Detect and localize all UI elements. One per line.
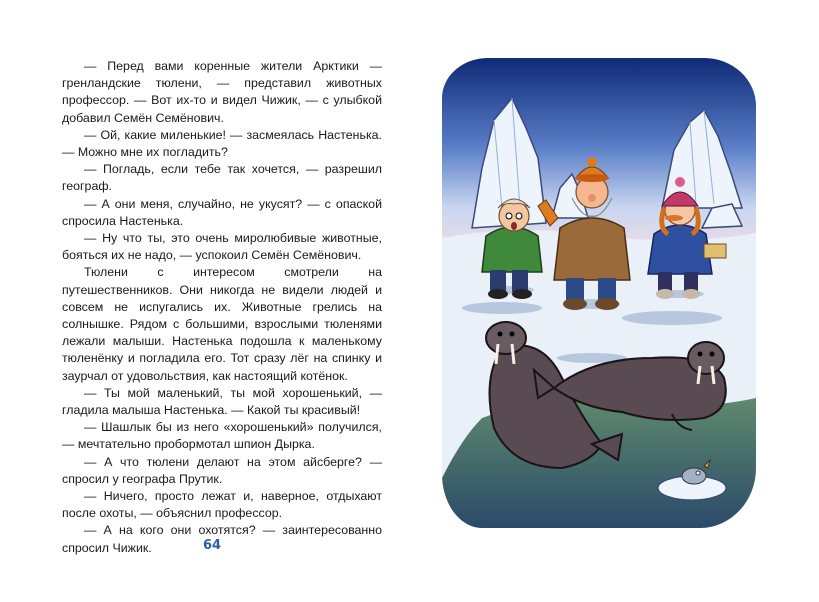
paragraph: — Ты мой маленький, ты мой хорошенький, — гладила малыша Настенька. — Какой ты красивый!: [62, 385, 382, 418]
arctic-illustration: [442, 58, 756, 528]
paragraph: — А что тюлени делают на этом айсберге? — спросил у географа Прутик.: [62, 454, 382, 486]
paragraph: — Шашлык бы из него «хорошенький» получился, — мечтательно пробормотал шпион Дырка.: [62, 420, 382, 452]
paragraph: — Ну что ты, это очень миролюбивые животные, бояться их не надо, — успокоил Семён Семёнович.: [62, 231, 382, 263]
paragraph: Тюлени с интересом смотрели на путешественников. Они никогда не видели людей и совсем не испугались их. Животные грелись на солнышке. Рядом с большими, взрослыми тюленями лежали малыши. Настенька подошла к маленькому тюленёнку и погладила его. Тот сразу лёг на спинку и заурчал от удовольствия, как настоящий котёнок.: [62, 265, 382, 383]
paragraph: — А на кого они охотятся? — заинтересованно спросил Чижик.: [62, 523, 382, 555]
paragraph: — Ничего, просто лежат и, наверное, отдыхают после охоты, — объяснил профессор.: [62, 489, 382, 521]
paragraph: — А они меня, случайно, не укусят? — с опаской спросила Настенька.: [62, 196, 382, 228]
paragraph: — Ой, какие миленькие! — засмеялась Настенька. — Можно мне их погладить?: [62, 127, 382, 160]
page-number: 64: [203, 538, 222, 553]
paragraph: — Погладь, если тебе так хочется, — разрешил географ.: [62, 162, 382, 194]
paragraph: — Перед вами коренные жители Арктики — гренландские тюлени, — представил животных профессор. — Вот их-то и видел Чижик, — с улыбкой добавил Семён Семёнович.: [62, 59, 382, 125]
story-text: [62, 58, 382, 557]
